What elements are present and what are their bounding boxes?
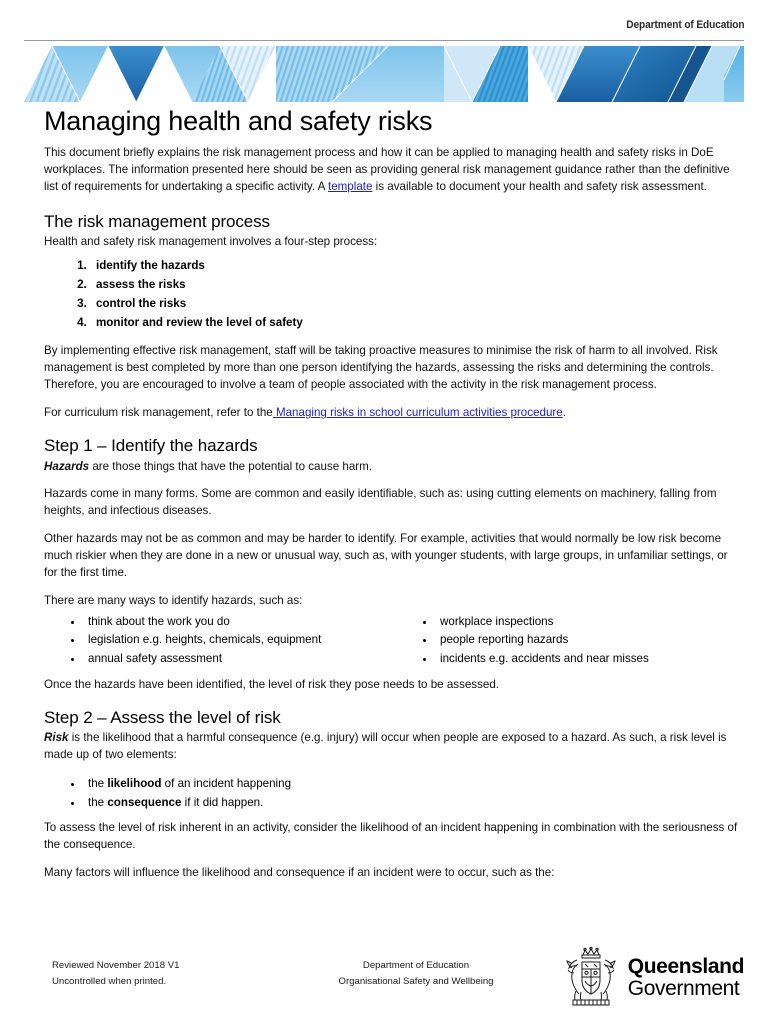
risk-term: Risk <box>44 731 69 745</box>
step2-definition <box>44 730 740 764</box>
footer-review-date: Reviewed November 2018 V1 <box>52 960 180 971</box>
intro-text-part1: This document briefly explains the risk management process and how it can be applied to managing health and safety risks in DoE workplaces. The information presented here should be seen as providing general risk management guidance rather than the definitive list of requirements for undertaking a specific activity. A <box>44 146 730 194</box>
footer-uncontrolled-note: Uncontrolled when printed. <box>52 975 167 987</box>
process-intro: Health and safety risk management involves a four-step process: <box>44 235 378 249</box>
risk-elements-list <box>44 775 740 811</box>
risk-definition-text: is the likelihood that a harmful consequence (e.g. injury) will occur when people are exposed to a hazard. As such, a risk level is made up of two elements: <box>44 731 727 762</box>
element-prefix: the <box>88 795 108 809</box>
element-suffix: if it did happen. <box>181 795 264 809</box>
list-item: • think about the work you do <box>84 613 392 630</box>
intro-paragraph <box>44 145 740 196</box>
hazards-definition-text: are those things that have the potential to cause harm. <box>89 459 373 473</box>
step1-list-intro: There are many ways to identify hazards, such as: <box>44 594 303 608</box>
queensland-government-wordmark <box>628 956 744 999</box>
identify-hazards-list-left <box>44 613 392 667</box>
identify-hazards-left-column <box>44 613 392 668</box>
footer-center-block <box>306 958 526 989</box>
section-heading-step1: Step 1 – Identify the hazards <box>44 436 258 456</box>
header-divider <box>24 40 744 41</box>
header-organisation-label: Department of Education <box>625 19 744 31</box>
page-title: Managing health and safety risks <box>44 106 433 136</box>
element-term: likelihood <box>107 777 162 791</box>
decorative-triangle-banner <box>24 46 744 102</box>
list-item: • incidents e.g. accidents and near misses <box>436 650 740 667</box>
document-footer <box>44 940 744 1012</box>
document-content <box>44 106 740 893</box>
step1-paragraph-1: Hazards come in many forms. Some are common and easily identifiable, such as: using cutting elements on machinery, falling from heights, and infectious diseases. <box>44 487 717 518</box>
section-heading-step2: Step 2 – Assess the level of risk <box>44 708 281 728</box>
hazards-term: Hazards <box>44 459 90 473</box>
curriculum-paragraph <box>44 405 740 422</box>
step1-definition <box>44 459 740 476</box>
identify-hazards-list-right <box>392 613 740 667</box>
list-item: • legislation e.g. heights, chemicals, equipment <box>84 631 392 648</box>
queensland-crest-icon <box>563 946 619 1008</box>
curriculum-procedure-link[interactable]: Managing risks in school curriculum activities procedure <box>272 406 563 420</box>
wordmark-line-government: Government <box>627 976 740 1000</box>
process-paragraph: By implementing effective risk management, staff will be taking proactive measures to minimise the risk of harm to all involved. Risk management is best completed by more than one person identifying the hazards, assessing the risks and determining the controls. Therefore, you are encouraged to involve a team of people associated with the activity in the risk management process. <box>44 344 718 392</box>
list-item: • annual safety assessment <box>84 650 392 667</box>
step1-paragraph-2: Other hazards may not be as common and may be harder to identify. For example, activities that would normally be low risk become much riskier when they are done in a new or unusual way, such as, with younger students, with large groups, in unfamiliar settings, or for the first time. <box>44 532 728 580</box>
step2-paragraph-2: Many factors will influence the likelihood and consequence if an incident were to occur, such as the: <box>44 865 555 879</box>
element-suffix: of an incident happening <box>161 777 292 791</box>
list-item: 2. assess the risks <box>90 276 740 295</box>
wordmark-line-queensland: Queensland <box>627 954 744 978</box>
template-link[interactable]: template <box>327 180 373 194</box>
list-item: • workplace inspections <box>436 613 740 630</box>
identify-hazards-columns <box>44 613 740 668</box>
list-item <box>84 775 740 792</box>
banner-graphic <box>24 46 744 102</box>
step2-paragraph-1: To assess the level of risk inherent in an activity, consider the likelihood of an incident happening in combination with the seriousness of the consequence. <box>44 821 738 851</box>
curriculum-prefix: For curriculum risk management, refer to the <box>44 406 273 420</box>
identify-hazards-right-column <box>392 613 740 668</box>
list-item: 1. identify the hazards <box>90 257 740 276</box>
step1-closing: Once the hazards have been identified, the level of risk they pose needs to be assessed. <box>44 678 500 692</box>
footer-left-block <box>52 958 179 989</box>
curriculum-suffix: . <box>562 406 566 420</box>
list-item: 4. monitor and review the level of safety <box>90 314 740 333</box>
footer-branch: Organisational Safety and Wellbeing <box>338 975 494 987</box>
process-step-list <box>44 257 740 332</box>
queensland-government-logo <box>563 946 744 1008</box>
footer-department: Department of Education <box>362 960 470 971</box>
element-term: consequence <box>107 795 182 809</box>
list-item: • people reporting hazards <box>436 631 740 648</box>
intro-text-part2: is available to document your health and safety risk assessment. <box>372 180 707 194</box>
list-item <box>84 794 740 811</box>
list-item: 3. control the risks <box>90 295 740 314</box>
document-header <box>0 0 768 44</box>
section-heading-process: The risk management process <box>44 212 270 231</box>
element-prefix: the <box>88 777 108 791</box>
